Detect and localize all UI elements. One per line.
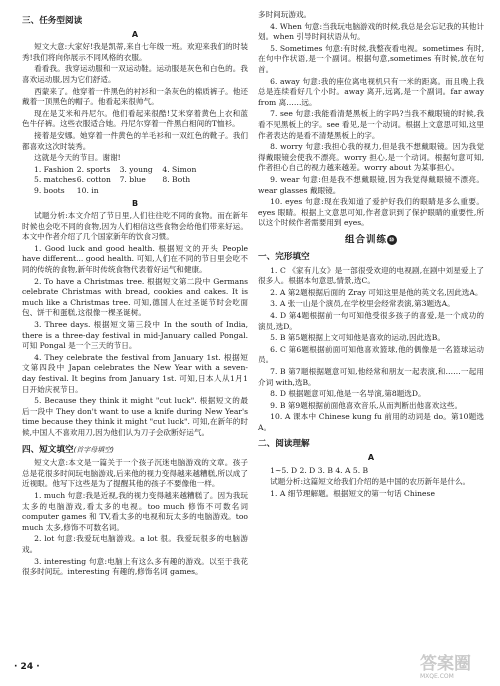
paragraph: 10. A 课本中 Chinese kung fu 前用的动词是 do。第10题选A。 — [258, 412, 484, 432]
paragraph: 1. Good luck and good health. 根据短文的开头 People have different... good health. 可知,人们在不同的节日里会吃不同的传统的食物,新年时传统食物代表着好运气和健康。 — [22, 243, 248, 275]
paragraph: 2. To have a Christmas tree. 根据短文第二段中 Germans celebrate Christmas with bread, cookies and cakes. It is much like a Christmas tree. 可知,德国人在过圣诞节时会吃面包、饼干和蛋糕,这很像一棵圣诞树。 — [22, 276, 248, 318]
paragraph: 2. lot 句意:我爱玩电脑游戏。a lot 很。我爱玩很多的电脑游戏。 — [22, 534, 248, 554]
paragraph: 试题分析:本文介绍了节日里,人们往往吃不同的食物。而在新年时候也会吃不同的食物,因为人们相信这些食物会给他们带来好运。本文中作者介绍了几个国家新年的饮食习惯。 — [22, 211, 248, 242]
section-title: 一、完形填空 — [258, 251, 310, 262]
watermark-logo: 答案圈 MXQE.COM — [420, 654, 471, 680]
paragraph: 4. D 第4题根据前一句可知他受很多孩子的喜爱,是一个成功的演员,选D。 — [258, 310, 484, 331]
paragraph: 试题分析:这篇短文给我们介绍的是中国的农历新年是什么。 — [270, 477, 471, 487]
paragraph: 9. B 第9题根据前面他喜欢音乐,从而判断出他喜欢这些。 — [270, 400, 463, 410]
paragraph: 4. When 句意:当我玩电脑游戏的时候,我总是会忘记我的其他计划。when 引导时间状语从句。 — [258, 21, 484, 42]
section-title: 二、阅读理解 — [258, 439, 310, 450]
paragraph: 接着是安娜。她穿着一件黄色的羊毛衫和一双红色的靴子。我们都喜欢这次时装秀。 — [22, 130, 248, 151]
paragraph: 6. away 句意:我的座位离电视机只有一米的距离。而且晚上我总是连续看好几个小时。away 离开,远离,是一个副词。far away from 离……远。 — [258, 76, 484, 107]
paragraph: 短文大意:本文是一篇关于一个孩子沉迷电脑游戏的文章。孩子总是花很多时间玩电脑游戏,后来他的视力变得越来越糟糕,所以成了近视眼。他写下这些是为了提醒其他的孩子不要像他一样。 — [22, 458, 248, 489]
page-number: · 24 · — [14, 662, 40, 672]
paragraph: 多时间玩游戏。 — [258, 10, 312, 19]
paragraph: 1. much 句意:我是近视,我的视力变得越来越糟糕了。因为我玩太多的电脑游戏,看太多的电视。too much 修饰不可数名词 computer games 和 TV,看太多的电视和玩太多的电脑游戏。too much 太多,修饰不可数名词。 — [22, 490, 248, 532]
passage-label: B — [131, 198, 139, 208]
paragraph: 3. Three days. 根据短文第三段中 In the south of India, there is a three-day festival in mid-January called Pongal. 可知 Pongal 是一个三天的节日。 — [22, 320, 248, 351]
section-title: 三、任务型阅读 — [22, 16, 83, 26]
paragraph: 6. C 第6题根据前面可知他喜欢篮球,他的偶像是一名篮球运动员。 — [258, 344, 484, 365]
paragraph: 这就是今天的节目。谢谢! — [34, 153, 121, 163]
paragraph: 5. Sometimes 句意:有时候,我整夜看电视。sometimes 有时,在句中作状语,是一个副词。根据句意,sometimes 有时候,放在句首。 — [258, 43, 484, 74]
paragraph: 3. A 张一山是个演员,在学校里会经常表演,第3题选A。 — [270, 299, 455, 309]
passage-label: A — [367, 453, 375, 463]
paragraph: 8. worry 句意:我担心我的视力,但是我不想戴眼镜。因为我觉得戴眼镜会使我不漂亮。worry 担心,是一个动词。根据句意可知,作者担心自己的视力越来越差。worry about 为某事担心。 — [258, 142, 484, 173]
paragraph: 9. wear 句意:但是我不想戴眼镜,因为我觉得戴眼镜不漂亮。wear glasses 戴眼镜。 — [258, 174, 484, 195]
paragraph: 3. interesting 句意:电脑上有这么多有趣的游戏。以至于我花很多时间玩。interesting 有趣的,修饰名词 games。 — [22, 556, 248, 577]
paragraph: 7. see 句意:我能看清楚黑板上的字吗?当我不戴眼镜的时候,我看不见黑板上的字。see 看见,是一个动词。根据上文意思可知,这里作者表达的是看不清楚黑板上的字。 — [258, 109, 484, 140]
right-column — [258, 10, 484, 500]
answer-line: 1~5. D 2. D 3. B 4. A 5. B — [270, 465, 369, 475]
combo-training-title: 组合训练 ⑩ — [344, 234, 396, 246]
paragraph: 看看我。我穿运动服和一双运动鞋。运动服是灰色和白色的。我喜欢运动服,因为它们舒适。 — [22, 64, 248, 84]
paragraph: 2. A 第2题根据后面的 Zray 可知这里是他的英文名,因此选A。 — [270, 287, 483, 297]
answer-grid: 1. Fashion 2. sports 3. young 4. Simon 5. matches 6. cotton 7. blue 8. Both 9. boots 10. in — [34, 164, 197, 195]
number-badge: ⑩ — [388, 235, 396, 244]
paragraph: 1. A 细节理解题。根据短文的第一句话 Chinese — [270, 488, 435, 498]
paragraph: 4. They celebrate the festival from January 1st. 根据短文第四段中 Japan celebrates the New Year with a seven-day festival. It begins from January 1st. 可知,日本人从1月1日开始庆祝节日。 — [22, 352, 248, 394]
section-title: 四、短文填空(首字母填空) — [22, 444, 115, 455]
paragraph: 7. B 第7题根据题意可知,他经常和朋友一起表演,和……一起用介词 with,选B。 — [258, 366, 484, 387]
paragraph: 现在是艾米和丹尼尔。他们看起来很酷!艾米穿着黄色上衣和蓝色牛仔裤。这些衣服适合她。丹尼尔穿着一件黑白相间的T恤衫。 — [22, 108, 248, 129]
paragraph: 10. eyes 句意:现在我知道了爱护好我们的眼睛是多么重要。eyes 眼睛。根据上文意思可知,作者意识到了保护眼睛的重要性,所以这个时候作者需要用到 eyes。 — [258, 197, 484, 228]
left-column — [22, 10, 248, 579]
paragraph: 西蒙来了。他穿着一件黑色的衬衫和一条灰色的棉质裤子。他还戴着一顶黑色的帽子。他看起来很帅气。 — [22, 86, 248, 107]
paragraph: 短文大意:大家好!我是凯蒂,来自七年级一班。欢迎来我们的时装秀!我们将向你展示不同风格的衣服。 — [22, 42, 248, 62]
passage-label: A — [131, 29, 139, 39]
paragraph: 5. B 第5题根据上文可知他是喜欢的运动,因此选B。 — [270, 333, 445, 343]
paragraph: 8. D 根据题意可知,他是一名导演,第8题选D。 — [270, 389, 426, 399]
paragraph: 1. C 《家有儿女》是一部很受欢迎的电视剧,在剧中刘星爱上了很多人。根据本句意思,情景,选C。 — [258, 265, 484, 286]
paragraph: 5. Because they think it might "cut luck". 根据短文的最后一段中 They don't want to use a knife during New Year's time because they think it might "cut luck". 可知,在新年的时候,中国人不喜欢用刀,因为他们认为刀子会砍断好运气。 — [22, 396, 248, 437]
